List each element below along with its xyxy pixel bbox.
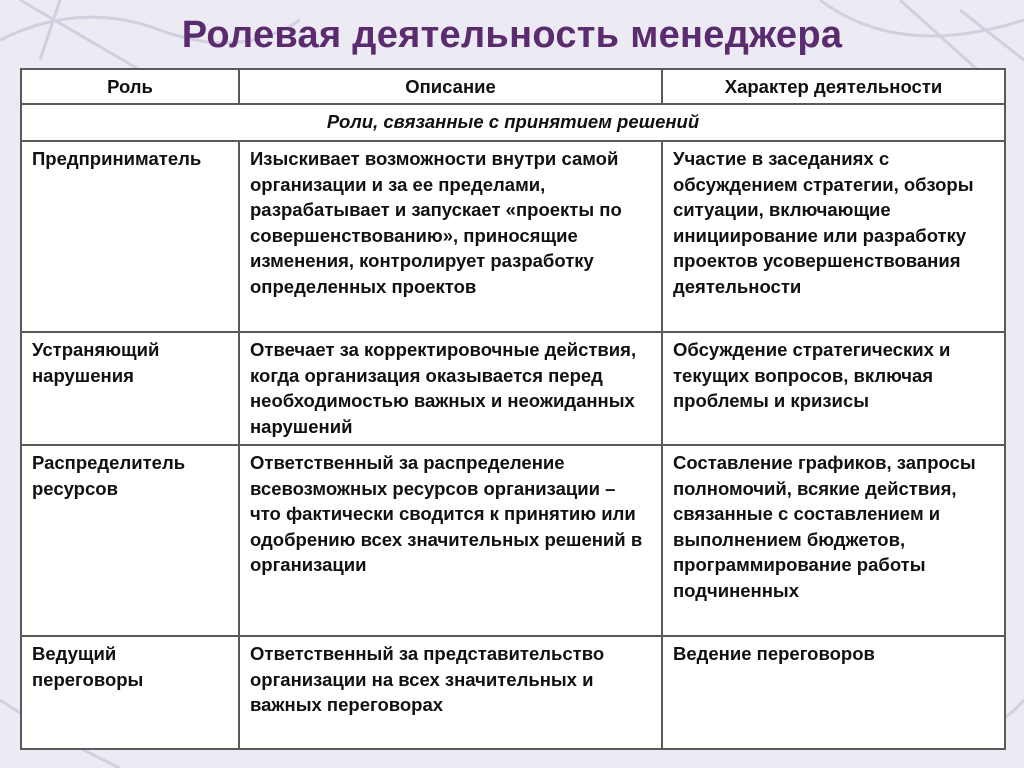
roles-table [20,68,1006,750]
column-header-description: Описание [239,69,662,104]
table-row [21,445,1005,636]
header-row [21,69,1005,104]
description-cell: Отвечает за корректировочные действия, когда организация оказывается перед необходимостью важных и неожиданных нарушений [239,332,662,445]
description-cell: Ответственный за представительство организации на всех значительных и важных переговорах [239,636,662,749]
table-row [21,332,1005,445]
table-row [21,141,1005,332]
section-row [21,104,1005,141]
column-header-activity: Характер деятельности [662,69,1005,104]
description-cell: Изыскивает возможности внутри самой организации и за ее пределами, разрабатывает и запускает «проекты по совершенствованию», приносящие изменения, контролирует разработку определенных проектов [239,141,662,332]
role-cell: Предприниматель [21,141,239,332]
activity-cell: Составление графиков, запросы полномочий, всякие действия, связанные с составлением и выполнением бюджетов, программирование работы подчиненных [662,445,1005,636]
activity-cell: Обсуждение стратегических и текущих вопросов, включая проблемы и кризисы [662,332,1005,445]
description-cell: Ответственный за распределение всевозможных ресурсов организации – что фактически сводится к принятию или одобрению всех значительных решений в организации [239,445,662,636]
column-header-role: Роль [21,69,239,104]
role-cell: Распределитель ресурсов [21,445,239,636]
table-row [21,636,1005,749]
activity-cell: Участие в заседаниях с обсуждением стратегии, обзоры ситуации, включающие инициирование или разработку проектов усовершенствования деятельности [662,141,1005,332]
role-cell: Ведущий переговоры [21,636,239,749]
activity-cell: Ведение переговоров [662,636,1005,749]
section-label: Роли, связанные с принятием решений [21,104,1005,141]
role-cell: Устраняющий нарушения [21,332,239,445]
slide-title: Ролевая деятельность менеджера [181,14,843,56]
